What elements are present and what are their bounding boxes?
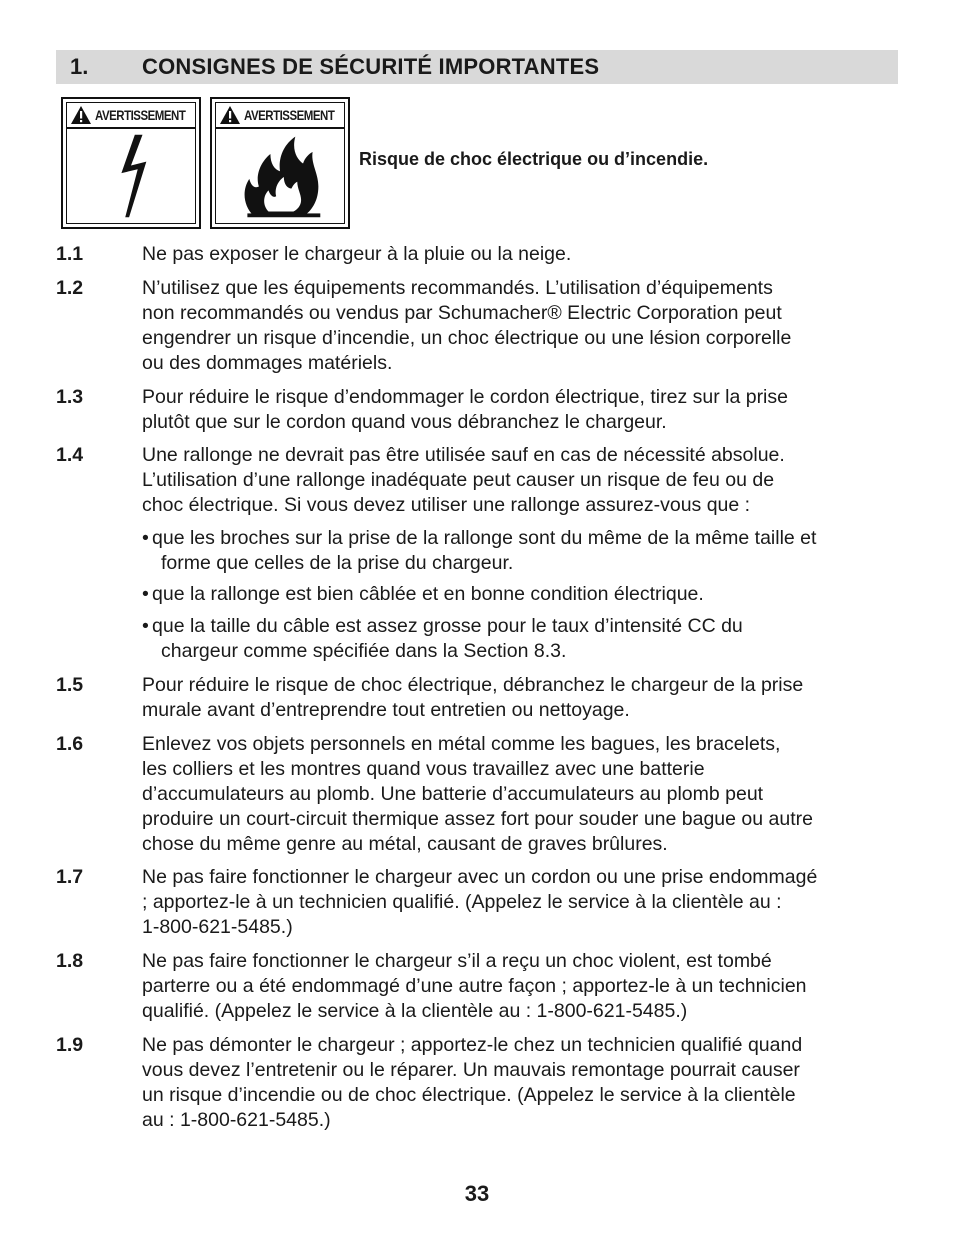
item-text bbox=[142, 1033, 902, 1133]
bullet-marker: • bbox=[142, 615, 149, 637]
warning-sign-header bbox=[67, 103, 195, 129]
item-line: non recommandés ou vendus par Schumacher® Electric Corporation peut bbox=[142, 302, 782, 324]
item-line: produire un court-circuit thermique assez fort pour souder une bague ou autre bbox=[142, 808, 813, 830]
item-number: 1.7 bbox=[56, 866, 84, 888]
bullet-line: que la taille du câble est assez grosse pour le taux d’intensité CC du bbox=[152, 615, 743, 637]
item-line: L’utilisation d’une rallonge inadéquate peut causer un risque de feu ou de bbox=[142, 469, 775, 491]
item-line: un risque d’incendie ou de choc électrique. (Appelez le service à la clientèle bbox=[142, 1084, 796, 1106]
section-title: CONSIGNES DE SÉCURITÉ IMPORTANTES bbox=[142, 54, 600, 79]
item-line: 1-800-621-5485.) bbox=[142, 916, 293, 938]
item-line: choc électrique. Si vous devez utiliser une rallonge assurez-vous que : bbox=[142, 494, 751, 516]
bullet-line: chargeur comme spécifiée dans la Section 8.3. bbox=[161, 640, 567, 662]
page-number: 33 bbox=[464, 1181, 490, 1206]
item-line: d’accumulateurs au plomb. Une batterie d’accumulateurs au plomb peut bbox=[142, 783, 764, 805]
item-number: 1.3 bbox=[56, 386, 84, 408]
warning-sign-label: AVERTISSEMENT bbox=[244, 107, 335, 123]
item-line: qualifié. (Appelez le service à la clientèle au : 1-800-621-5485.) bbox=[142, 1000, 688, 1022]
warning-triangle-icon bbox=[219, 105, 241, 125]
item-text bbox=[142, 949, 902, 1024]
item-line: Ne pas faire fonctionner le chargeur s’il a reçu un choc violent, est tombé bbox=[142, 950, 772, 972]
item-text bbox=[142, 385, 902, 435]
item-number: 1.8 bbox=[56, 950, 84, 972]
item-line: ou des dommages matériels. bbox=[142, 352, 393, 374]
item-number: 1.1 bbox=[56, 243, 84, 265]
item-line: Pour réduire le risque d’endommager le cordon électrique, tirez sur la prise bbox=[142, 386, 788, 408]
bullet-line: que les broches sur la prise de la rallonge sont du même de la même taille et bbox=[152, 527, 817, 549]
item-number: 1.4 bbox=[56, 444, 84, 466]
item-line: Ne pas exposer le chargeur à la pluie ou la neige. bbox=[142, 243, 572, 265]
item-line: ; apportez-le à un technicien qualifié. (Appelez le service à la clientèle au : bbox=[142, 891, 782, 913]
section-heading bbox=[56, 50, 898, 84]
item-number: 1.2 bbox=[56, 277, 84, 299]
item-number: 1.6 bbox=[56, 733, 84, 755]
item-text bbox=[142, 276, 902, 376]
warning-risk-text: Risque de choc électrique ou d’incendie. bbox=[359, 149, 709, 169]
item-line: les colliers et les montres quand vous travaillez avec une batterie bbox=[142, 758, 705, 780]
item-text bbox=[142, 443, 902, 518]
item-line: vous devez l’entretenir ou le réparer. Un mauvais remontage pourrait causer bbox=[142, 1059, 800, 1081]
item-text bbox=[142, 242, 902, 267]
warning-sign-fire bbox=[210, 97, 350, 229]
item-text bbox=[142, 673, 902, 723]
item-line: Enlevez vos objets personnels en métal comme les bagues, les bracelets, bbox=[142, 733, 781, 755]
item-line: Pour réduire le risque de choc électrique, débranchez le chargeur de la prise bbox=[142, 674, 804, 696]
bullet-marker: • bbox=[142, 527, 149, 549]
warning-sign-label: AVERTISSEMENT bbox=[95, 107, 186, 123]
warning-triangle-icon bbox=[70, 105, 92, 125]
bullet-line: que la rallonge est bien câblée et en bonne condition électrique. bbox=[152, 583, 704, 605]
item-number: 1.5 bbox=[56, 674, 84, 696]
item-line: Une rallonge ne devrait pas être utilisée sauf en cas de nécessité absolue. bbox=[142, 444, 785, 466]
item-line: au : 1-800-621-5485.) bbox=[142, 1109, 331, 1131]
lightning-bolt-icon bbox=[63, 129, 199, 223]
bullet-line: forme que celles de la prise du chargeur. bbox=[161, 552, 514, 574]
warning-sign-electric bbox=[61, 97, 201, 229]
item-line: Ne pas démonter le chargeur ; apportez-le chez un technicien qualifié quand bbox=[142, 1034, 803, 1056]
fire-flame-icon bbox=[212, 129, 348, 223]
item-text bbox=[142, 732, 902, 857]
item-line: Ne pas faire fonctionner le chargeur avec un cordon ou une prise endommagé bbox=[142, 866, 818, 888]
item-text bbox=[142, 865, 902, 940]
section-number: 1. bbox=[70, 54, 89, 79]
item-line: plutôt que sur le cordon quand vous débranchez le chargeur. bbox=[142, 411, 667, 433]
item-number: 1.9 bbox=[56, 1034, 84, 1056]
item-line: chose du même genre au métal, causant de graves brûlures. bbox=[142, 833, 668, 855]
item-line: N’utilisez que les équipements recommandés. L’utilisation d’équipements bbox=[142, 277, 773, 299]
item-line: murale avant d’entreprendre tout entretien ou nettoyage. bbox=[142, 699, 630, 721]
warning-sign-header bbox=[216, 103, 344, 129]
item-line: parterre ou a été endommagé d’une autre façon ; apportez-le à un technicien bbox=[142, 975, 807, 997]
item-line: engendrer un risque d’incendie, un choc électrique ou une lésion corporelle bbox=[142, 327, 792, 349]
bullet-marker: • bbox=[142, 583, 149, 605]
